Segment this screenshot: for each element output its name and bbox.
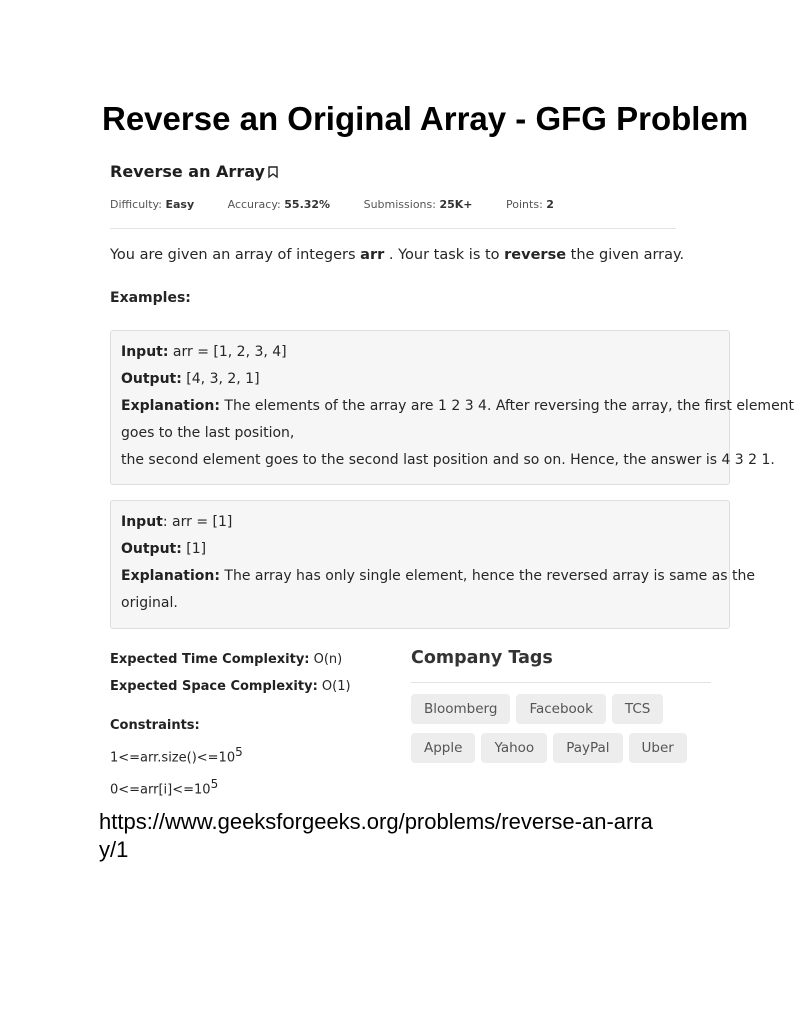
constraint-item: $0<=arr[i]<=10^5$ xyxy=(110,777,219,798)
tag-list xyxy=(411,694,711,772)
example-output: Output: [1] xyxy=(121,541,207,557)
tag-chip-paypal[interactable]: PayPal xyxy=(553,733,622,763)
time-complexity: Expected Time Complexity: O(n) xyxy=(110,652,343,667)
document-title: Reverse an Original Array - GFG Problem xyxy=(102,100,749,137)
stat-accuracy: Accuracy: 55.32% xyxy=(227,198,331,211)
source-url[interactable]: https://www.geeksforgeeks.org/problems/reverse-an-array/1 xyxy=(99,809,653,862)
example-output: Output: [4, 3, 2, 1] xyxy=(121,371,260,387)
tag-chip-facebook[interactable]: Facebook xyxy=(516,694,605,724)
company-tags-heading: Company Tags xyxy=(411,648,553,668)
tag-chip-tcs[interactable]: TCS xyxy=(612,694,663,724)
problem-title xyxy=(110,162,278,181)
space-complexity: Expected Space Complexity: O(1) xyxy=(110,679,351,694)
example-input: Input: arr = [1, 2, 3, 4] xyxy=(121,344,287,360)
bookmark-icon[interactable] xyxy=(268,166,278,178)
stat-difficulty: Difficulty: Easy xyxy=(110,198,195,211)
problem-title-text: Reverse an Array xyxy=(110,162,265,181)
constraints-heading: Constraints: xyxy=(110,718,200,733)
stat-submissions: Submissions: 25K+ xyxy=(363,198,473,211)
example-box xyxy=(110,330,794,485)
constraint-item: $1<=arr.size()<=10^5$ xyxy=(110,745,243,766)
tag-chip-apple[interactable]: Apple xyxy=(411,733,475,763)
tag-chip-bloomberg[interactable]: Bloomberg xyxy=(411,694,510,724)
example-box xyxy=(110,500,756,629)
divider xyxy=(411,682,711,683)
complexity-constraints xyxy=(110,646,351,804)
divider xyxy=(110,228,676,229)
example-explanation-cont: goes to the last position, xyxy=(121,425,295,441)
company-tags xyxy=(411,648,711,772)
stat-points: Points: 2 xyxy=(506,198,554,211)
example-explanation: Explanation: The array has only single element, hence the reversed array is same as the xyxy=(121,568,756,584)
example-explanation-cont: original. xyxy=(121,595,178,611)
example-explanation-cont: the second element goes to the second last position and so on. Hence, the answer is 4 3 2 1. xyxy=(121,452,775,468)
problem-screenshot xyxy=(100,150,794,800)
tag-chip-uber[interactable]: Uber xyxy=(629,733,687,763)
problem-description: You are given an array of integers arr . Your task is to reverse the given array. xyxy=(110,247,685,263)
examples-heading: Examples: xyxy=(110,290,191,306)
tag-chip-yahoo[interactable]: Yahoo xyxy=(481,733,547,763)
example-explanation: Explanation: The elements of the array are 1 2 3 4. After reversing the array, the first element xyxy=(121,398,794,414)
example-input: Input: arr = [1] xyxy=(121,514,233,530)
problem-stats xyxy=(110,198,584,211)
